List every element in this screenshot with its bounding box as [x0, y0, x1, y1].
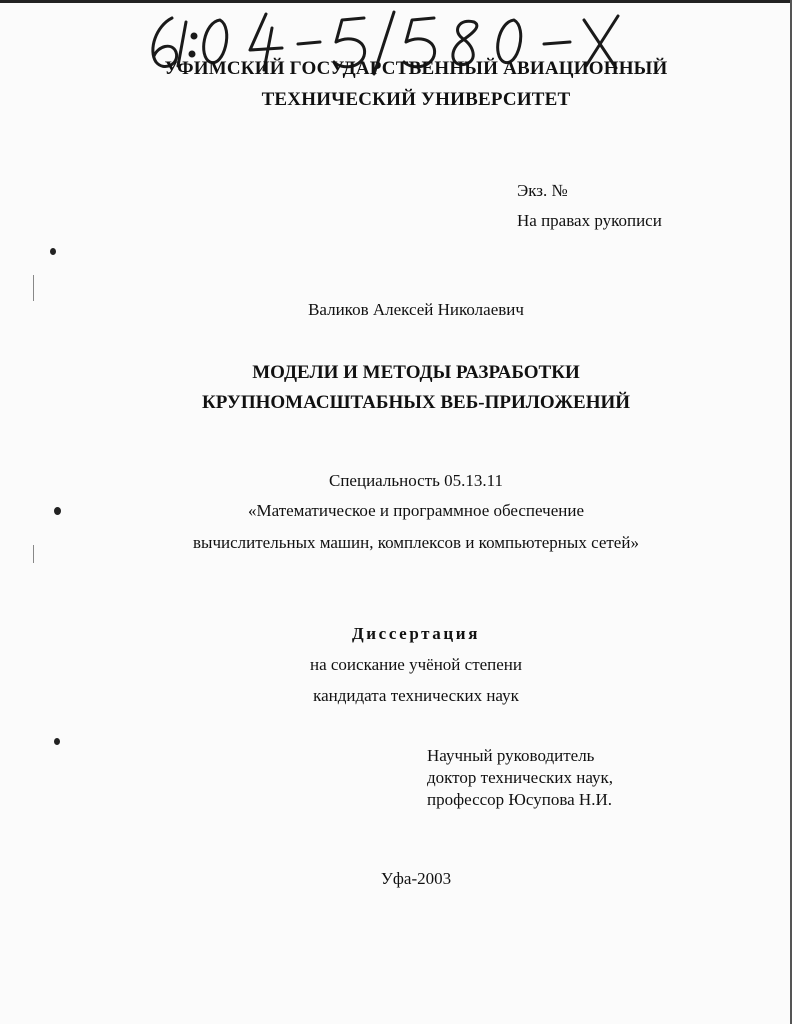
university-name-line-1: УФИМСКИЙ ГОСУДАРСТВЕННЫЙ АВИАЦИОННЫЙ	[164, 58, 668, 79]
city-year: Уфа-2003	[380, 869, 452, 888]
specialty-number: Специальность 05.13.11	[329, 471, 503, 490]
specialty-name-line-2: вычислительных машин, комплексов и компьютерных сетей»	[193, 533, 639, 552]
scan-speck	[50, 248, 56, 255]
document-type-heading: Диссертация	[351, 624, 480, 643]
scan-line-artifact	[33, 545, 34, 563]
specialty-name-line-1: «Математическое и программное обеспечение	[247, 501, 584, 520]
university-name-line-2: ТЕХНИЧЕСКИЙ УНИВЕРСИТЕТ	[261, 89, 571, 110]
scan-line-artifact	[33, 275, 34, 301]
scan-speck	[54, 507, 61, 515]
manuscript-rights-label: На правах рукописи	[517, 211, 662, 230]
scan-speck	[54, 738, 60, 745]
dissertation-title-line-2: КРУПНОМАСШТАБНЫХ ВЕБ-ПРИЛОЖЕНИЙ	[201, 392, 631, 413]
degree-line-2: кандидата технических наук	[313, 686, 519, 705]
author-name: Валиков Алексей Николаевич	[308, 300, 524, 319]
supervisor-degree: доктор технических наук,	[427, 768, 614, 787]
degree-line-1: на соискание учёной степени	[309, 655, 523, 674]
copy-number-label: Экз. №	[517, 181, 568, 200]
supervisor-name: профессор Юсупова Н.И.	[427, 790, 612, 809]
scan-edge-top	[0, 0, 792, 3]
dissertation-title-line-1: МОДЕЛИ И МЕТОДЫ РАЗРАБОТКИ	[252, 362, 580, 383]
supervisor-role: Научный руководитель	[427, 746, 595, 765]
